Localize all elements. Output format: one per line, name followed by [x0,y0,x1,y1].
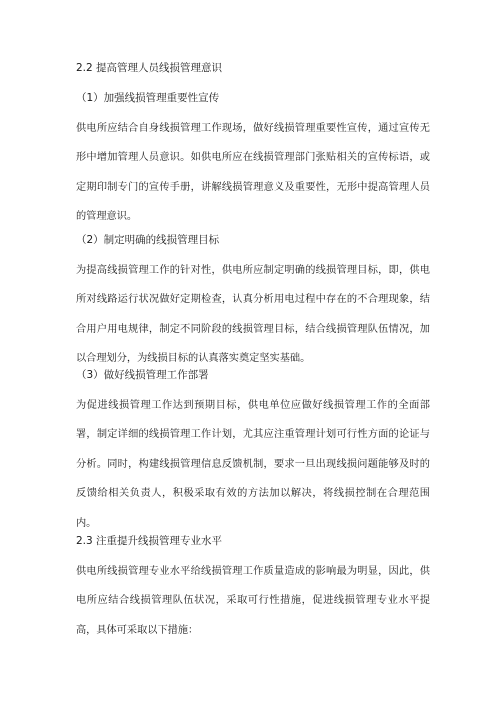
section-heading-2-3: 2.3 注重提升线损管理专业水平 [76,535,223,547]
paragraph-line: 反馈给相关负责人，积极采取有效的方法加以解决，将线损控制在合理范围 [76,488,430,500]
paragraph-line: 供电所应结合自身线损管理工作现场，做好线损管理重要性宣传，通过宣传无 [76,123,430,134]
paragraph-line: 署，制定详细的线损管理工作计划，尤其应注重管理计划可行性方面的论证与 [76,429,430,441]
paragraph-4 [76,557,430,645]
paragraph-line: 合用户用电规律，制定不同阶段的线损管理目标，结合线损管理队伍情况，加 [76,323,430,335]
subheading-2: （2）制定明确的线损管理目标 [76,234,220,246]
paragraph-line: 电所应结合线损管理队伍状况，采取可行性措施，促进线损管理专业水平提 [76,595,430,607]
paragraph-line: 高，具体可采取以下措施： [76,624,199,636]
subheading-3: （3）做好线损管理工作部署 [76,369,209,381]
paragraph-3 [76,391,430,538]
paragraph-line: 为促进线损管理工作达到预期目标，供电单位应做好线损管理工作的全面部 [76,400,430,411]
paragraph-line: 形中增加管理人员意识。如供电所应在线损管理部门张贴相关的宣传标语，或 [76,152,430,164]
paragraph-1 [76,114,430,232]
paragraph-2 [76,256,430,374]
paragraph-line: 供电所线损管理专业水平给线损管理工作质量造成的影响最为明显，因此，供 [76,566,430,577]
paragraph-line: 的管理意识。 [76,211,138,223]
paragraph-line: 分析。同时，构建线损管理信息反馈机制，要求一旦出现线损问题能够及时的 [76,458,430,470]
paragraph-line: 内。 [76,517,97,529]
subheading-1: （1）加强线损管理重要性宣传 [76,92,220,104]
paragraph-line: 定期印制专门的宣传手册，讲解线损管理意义及重要性，无形中提高管理人员 [76,181,430,193]
paragraph-line: 所对线路运行状况做好定期检查，认真分析用电过程中存在的不合理现象，结 [76,294,430,306]
section-heading-2-2: 2.2 提高管理人员线损管理意识 [76,62,223,74]
paragraph-line: 以合理划分，为线损目标的认真落实奠定坚实基础。 [76,353,311,365]
paragraph-line: 为提高线损管理工作的针对性，供电所应制定明确的线损管理目标，即，供电 [76,265,430,276]
